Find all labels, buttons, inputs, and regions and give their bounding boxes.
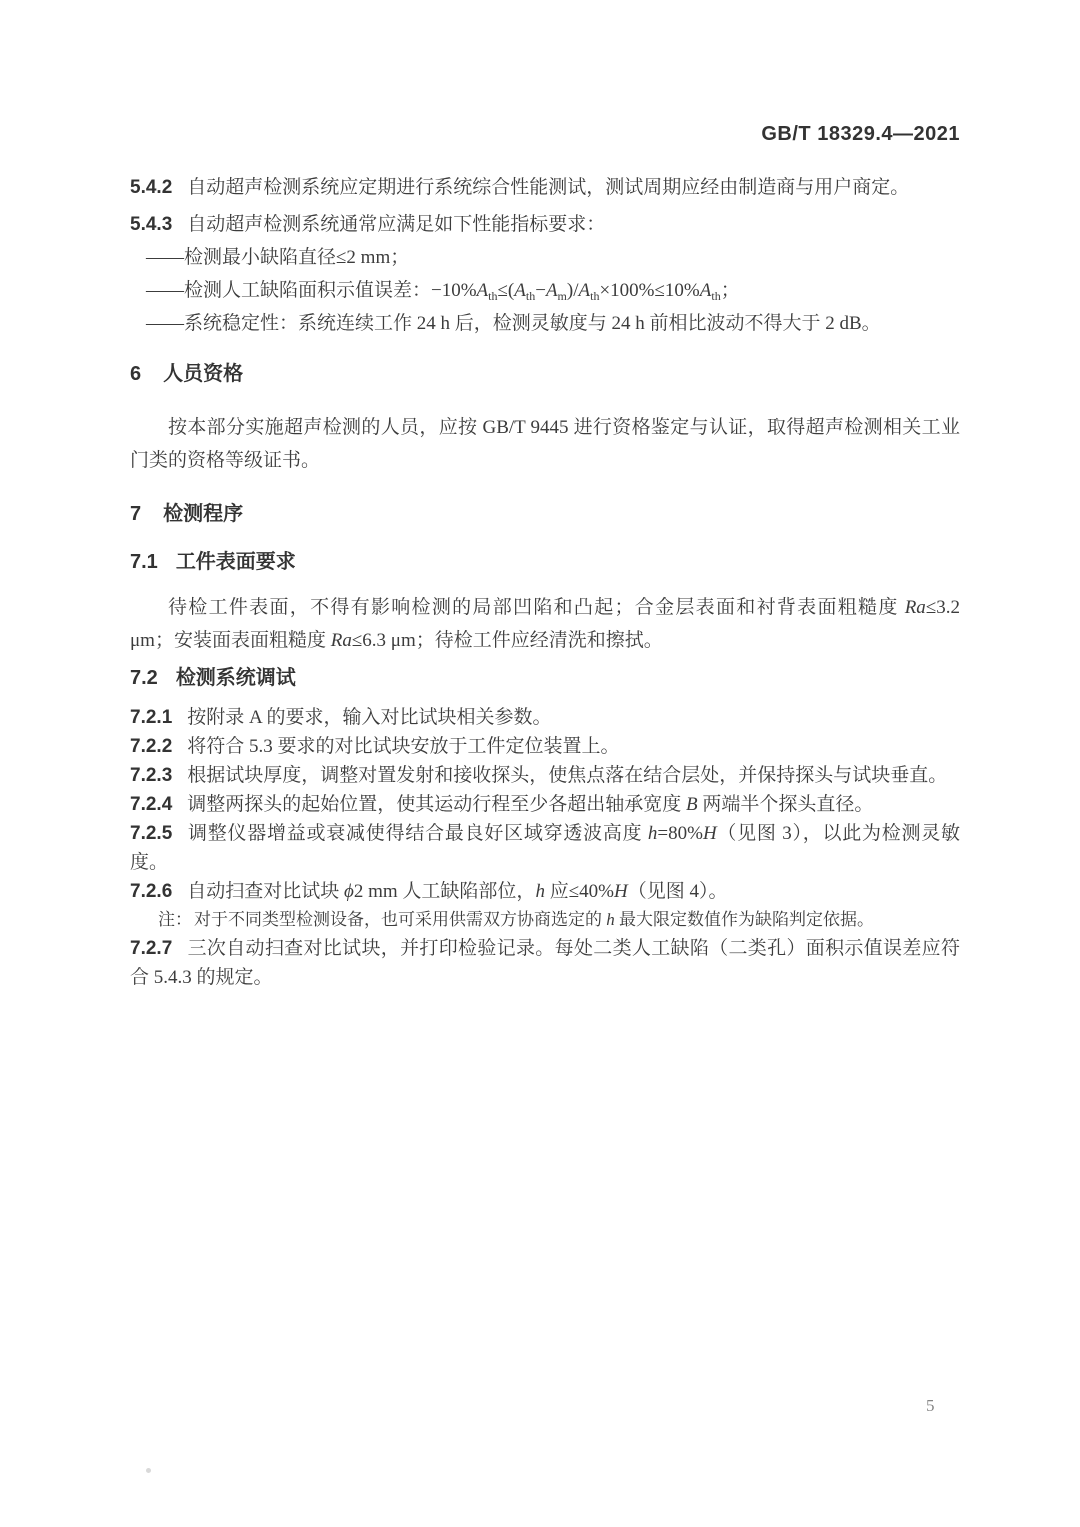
clause-7-2-6	[130, 877, 960, 906]
clause-number: 7.2.4	[130, 794, 173, 815]
clause-text: 将符合 5.3 要求的对比试块安放于工件定位装置上。	[187, 736, 620, 757]
standard-number: GB/T 18329.4—2021	[761, 123, 960, 145]
clause-number: 7.2.2	[130, 736, 173, 757]
clause-number: 7.2.6	[130, 881, 173, 902]
section-number: 7	[130, 503, 142, 525]
clause-7-2-5	[130, 819, 960, 877]
bullet-min-defect: ——检测最小缺陷直径≤2 mm；	[146, 247, 410, 268]
clause-7-2-3	[130, 761, 960, 790]
section-7-heading	[130, 501, 960, 527]
clause-text: 三次自动扫查对比试块，并打印检验记录。每处二类人工缺陷（二类孔）面积示值误差应符合 5.4.3 的规定。	[130, 938, 960, 988]
section-title: 人员资格	[163, 363, 244, 385]
section-7-2-heading	[130, 665, 960, 691]
section-title: 检测程序	[163, 503, 244, 525]
clause-number: 5.4.2	[130, 177, 173, 198]
clause-number: 7.2.5	[130, 823, 173, 844]
scan-speck	[146, 1468, 151, 1473]
clause-text: 按附录 A 的要求，输入对比试块相关参数。	[187, 707, 552, 728]
section-7-1-heading	[130, 549, 960, 575]
clause-5-4-2	[130, 172, 960, 203]
clause-number: 7.2.7	[130, 938, 173, 959]
bullet-system-stability: ——系统稳定性：系统连续工作 24 h 后，检测灵敏度与 24 h 前相比波动不得大于 2 dB。	[146, 313, 881, 334]
clause-5-4-3	[130, 209, 960, 240]
clause-7-2-4	[130, 790, 960, 819]
clause-7-2-1	[130, 703, 960, 732]
note-text: 对于不同类型检测设备，也可采用供需双方协商选定的 h 最大限定数值作为缺陷判定依据。	[194, 910, 874, 929]
section-6-paragraph: 按本部分实施超声检测的人员，应按 GB/T 9445 进行资格鉴定与认证，取得超声检测相关工业门类的资格等级证书。	[130, 417, 960, 471]
page-content	[130, 0, 960, 992]
section-7-1-paragraph: 待检工件表面，不得有影响检测的局部凹陷和凸起；合金层表面和衬背表面粗糙度 Ra≤3.2 μm；安装面表面粗糙度 Ra≤6.3 μm；待检工件应经清洗和擦拭。	[130, 597, 960, 651]
clause-number: 5.4.3	[130, 214, 173, 235]
clause-text: 自动扫查对比试块 ϕ2 mm 人工缺陷部位，h 应≤40%H（见图 4）。	[187, 881, 728, 902]
section-number: 7.2	[130, 667, 158, 689]
note-7-2-6	[130, 906, 960, 934]
section-title: 检测系统调试	[175, 667, 296, 689]
clause-7-2-2	[130, 732, 960, 761]
clause-number: 7.2.3	[130, 765, 173, 786]
section-title: 工件表面要求	[175, 551, 296, 573]
page-number: 5	[926, 1396, 935, 1415]
clause-text: 自动超声检测系统通常应满足如下性能指标要求：	[187, 214, 606, 235]
section-number: 6	[130, 363, 142, 385]
clause-list-7-2	[130, 703, 960, 992]
clause-text: 根据试块厚度，调整对置发射和接收探头，使焦点落在结合层处，并保持探头与试块垂直。	[187, 765, 948, 786]
section-6-heading	[130, 361, 960, 387]
clause-text: 调整仪器增益或衰减使得结合最良好区域穿透波高度 h=80%H（见图 3），以此为检测灵敏度。	[130, 823, 960, 873]
bullet-area-error-formula: ——检测人工缺陷面积示值误差：$-10\%A_{th}\le(A_{th}-A_m)/A_{th}\times 100\%\le 10\%A_{th}$；	[146, 280, 740, 303]
note-label: 注：	[158, 910, 192, 929]
clause-7-2-7	[130, 934, 960, 992]
clause-number: 7.2.1	[130, 707, 173, 728]
clause-text: 调整两探头的起始位置，使其运动行程至少各超出轴承宽度 B 两端半个探头直径。	[187, 794, 874, 815]
section-number: 7.1	[130, 551, 158, 573]
clause-text: 自动超声检测系统应定期进行系统综合性能测试，测试周期应经由制造商与用户商定。	[187, 177, 910, 198]
